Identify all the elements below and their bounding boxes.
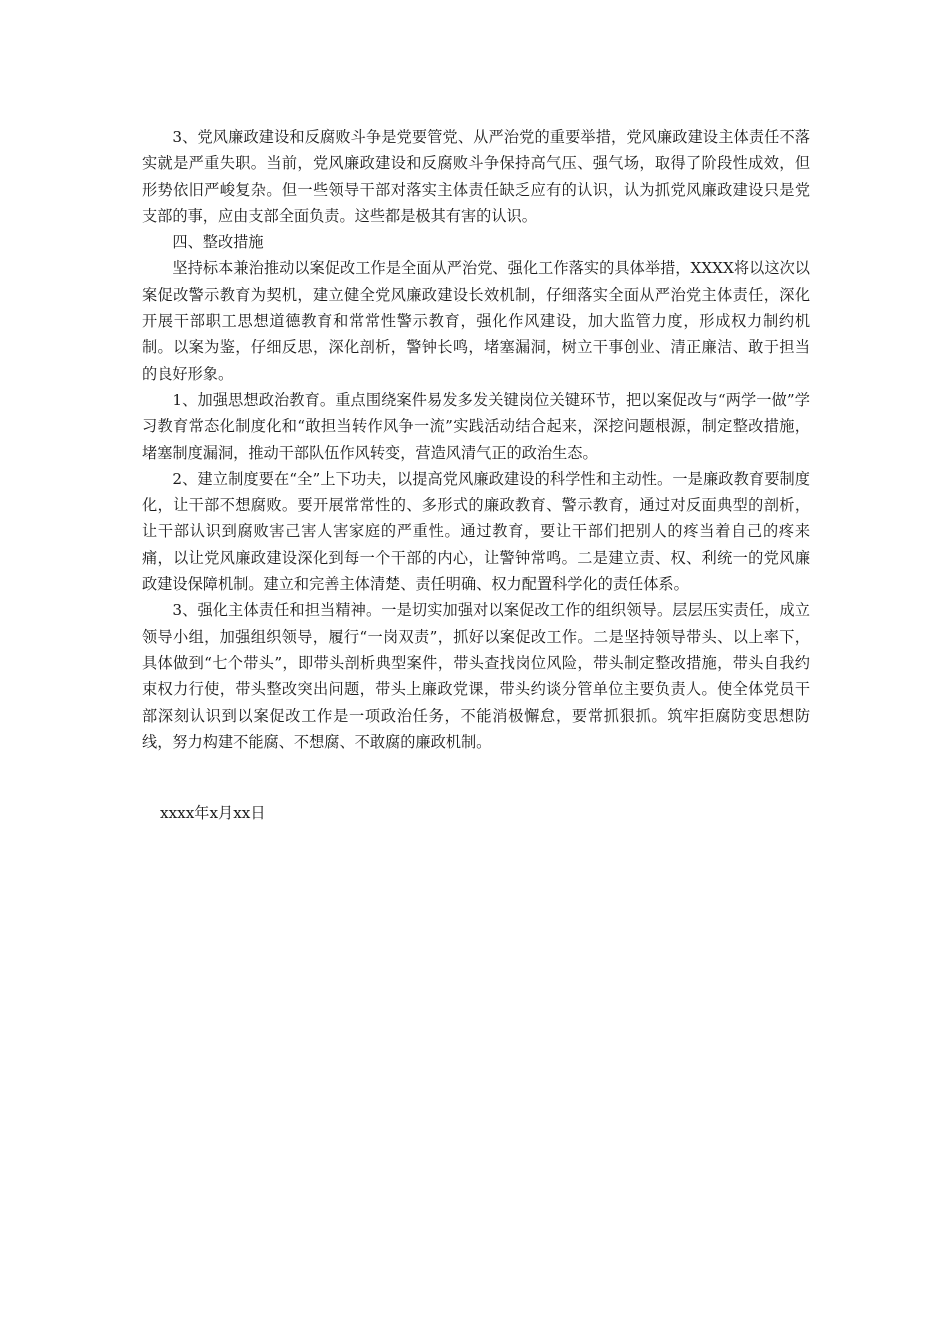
section-heading-rectification: 四、整改措施 [172, 233, 264, 252]
paragraph-political-education: 1、加强思想政治教育。重点围绕案件易发多发关键岗位关键环节，把以案促改与“两学一做”学习教育常态化制度化和“敢担当转作风争一流”实践活动结合起来，深挖问题根源，制定整改措施，堵塞制度漏洞，推动干部队伍作风转变，营造风清气正的政治生态。 [142, 390, 810, 462]
paragraph-rectification-intro: 坚持标本兼治推动以案促改工作是全面从严治党、强化工作落实的具体举措，XXXX将以这次以案促改警示教育为契机，建立健全党风廉政建设长效机制，仔细落实全面从严治党主体责任，深化开展干部职工思想道德教育和常常性警示教育，强化作风建设，加大监管力度，形成权力制约机制。以案为鉴，仔细反思，深化剖析，警钟长鸣，堵塞漏洞，树立干事创业、清正廉洁、敢于担当的良好形象。 [142, 259, 810, 383]
paragraph-main-responsibility: 3、强化主体责任和担当精神。一是切实加强对以案促改工作的组织领导。层层压实责任，成立领导小组，加强组织领导，履行“一岗双责”，抓好以案促改工作。二是坚持领导带头、以上率下，具体做到“七个带头”，即带头剖析典型案件，带头查找岗位风险，带头制定整改措施，带头自我约束权力行使，带头整改突出问题，带头上廉政党课，带头约谈分管单位主要负责人。使全体党员干部深刻认识到以案促改工作是一项政治任务，不能消极懈怠，要常抓狠抓。筑牢拒腐防变思想防线，努力构建不能腐、不想腐、不敢腐的廉政机制。 [142, 601, 810, 751]
paragraph-responsibility: 3、党风廉政建设和反腐败斗争是党要管党、从严治党的重要举措，党风廉政建设主体责任不落实就是严重失职。当前，党风廉政建设和反腐败斗争保持高气压、强气场，取得了阶段性成效，但形势依旧严峻复杂。但一些领导干部对落实主体责任缺乏应有的认识，认为抓党风廉政建设只是党支部的事，应由支部全面负责。这些都是极其有害的认识。 [142, 128, 810, 225]
document-body [142, 124, 810, 755]
document-date: xxxx年x月xx日 [160, 804, 266, 822]
paragraph-system-building: 2、建立制度要在“全”上下功夫，以提高党风廉政建设的科学性和主动性。一是廉政教育要制度化，让干部不想腐败。要开展常常性的、多形式的廉政教育、警示教育，通过对反面典型的剖析，让干部认识到腐败害己害人害家庭的严重性。通过教育，要让干部们把别人的疼当着自己的疼来痛，以让党风廉政建设深化到每一个干部的内心，让警钟常鸣。二是建立责、权、利统一的党风廉政建设保障机制。建立和完善主体清楚、责任明确、权力配置科学化的责任体系。 [142, 469, 810, 594]
